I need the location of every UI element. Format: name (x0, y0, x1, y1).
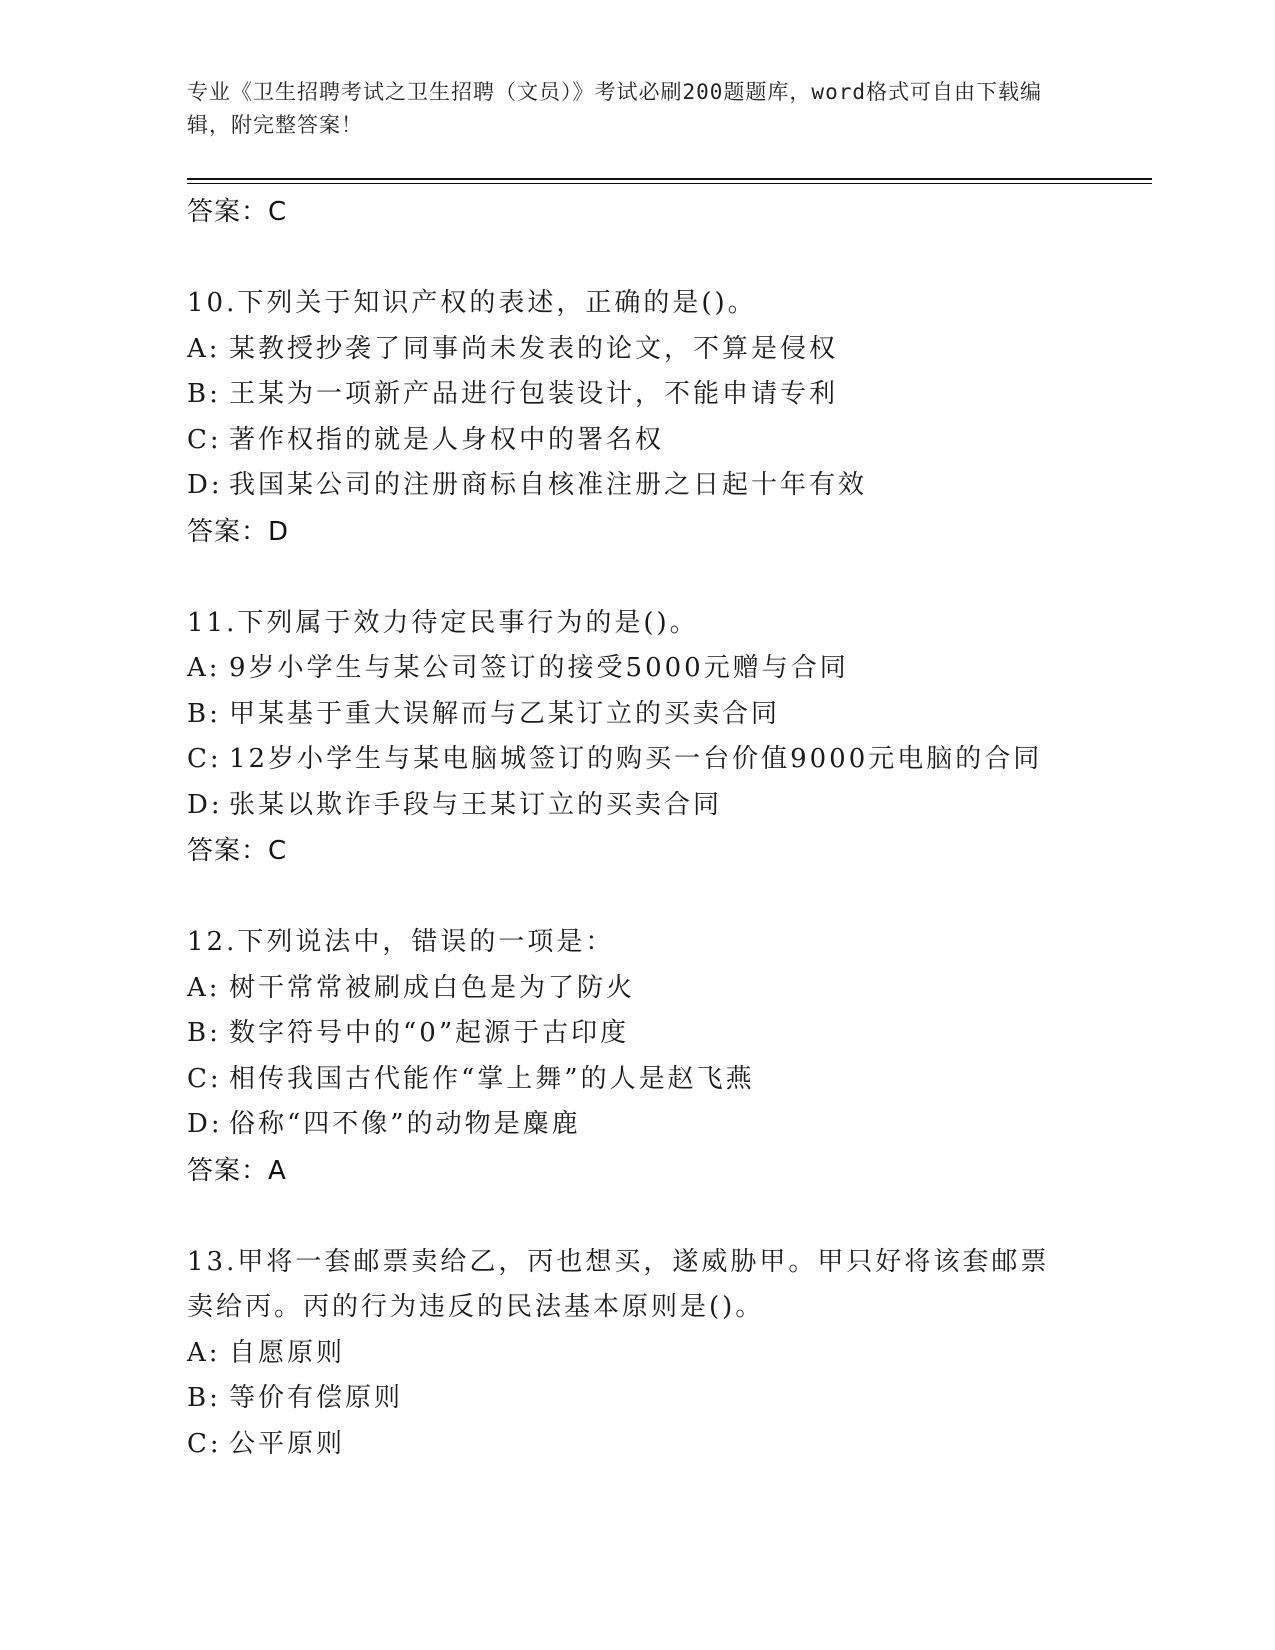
answer-line: 答案：D (187, 516, 290, 547)
option-text: 著作权指的就是人身权中的署名权 (229, 424, 665, 455)
option-text: 9岁小学生与某公司签订的接受5000元赠与合同 (229, 653, 849, 683)
option-key: D: (187, 789, 223, 820)
header-rule-thin (187, 183, 1152, 184)
option-key: C: (187, 424, 222, 455)
option-c (187, 1422, 1077, 1468)
option-text: 王某为一项新产品进行包装设计，不能申请专利 (229, 379, 839, 409)
option-a (187, 966, 1077, 1012)
option-d (187, 463, 1077, 509)
option-key: A: (187, 653, 221, 683)
option-d (187, 1102, 1077, 1148)
option-key: A: (187, 1337, 221, 1368)
option-text: 等价有偿原则 (229, 1383, 404, 1413)
question-12 (187, 920, 1077, 1194)
option-c (187, 737, 1077, 783)
option-b (187, 692, 1077, 738)
option-text: 某教授抄袭了同事尚未发表的论文，不算是侵权 (229, 333, 839, 364)
question-10 (187, 281, 1077, 555)
answer-line: 答案：C (187, 836, 288, 866)
option-key: B: (187, 1383, 221, 1413)
option-text: 相传我国古代能作“掌上舞”的人是赵飞燕 (229, 1063, 755, 1094)
question-stem: 10.下列关于知识产权的表述，正确的是()。 (187, 288, 757, 318)
option-text: 12岁小学生与某电脑城签订的购买一台价值9000元电脑的合同 (229, 744, 1043, 774)
option-key: D: (187, 1109, 223, 1139)
option-text: 自愿原则 (229, 1337, 346, 1368)
question-stem: 11.下列属于效力待定民事行为的是()。 (187, 607, 699, 638)
option-b (187, 1011, 1077, 1057)
option-b (187, 1376, 1077, 1422)
document-header: 专业《卫生招聘考试之卫生招聘（文员）》考试必刷200题题库，word格式可自由下载编辑，附完整答案！ (187, 80, 1042, 137)
option-key: B: (187, 1018, 221, 1048)
option-text: 数字符号中的“0”起源于古印度 (229, 1018, 630, 1048)
question-list (187, 189, 1077, 1467)
option-c (187, 418, 1077, 464)
option-text: 俗称“四不像”的动物是麋鹿 (229, 1109, 581, 1139)
option-text: 我国某公司的注册商标自核准注册之日起十年有效 (229, 470, 868, 500)
option-key: D: (187, 470, 223, 500)
option-key: C: (187, 1063, 222, 1094)
option-text: 张某以欺诈手段与王某订立的买卖合同 (229, 789, 723, 820)
option-text: 甲某基于重大误解而与乙某订立的买卖合同 (229, 698, 781, 729)
option-b (187, 372, 1077, 418)
answer-line: 答案：C (187, 197, 288, 227)
question-stem: 13.甲将一套邮票卖给乙，丙也想买，遂威胁甲。甲只好将该套邮票卖给丙。丙的行为违反的民法基本原则是()。 (187, 1246, 1050, 1322)
option-key: B: (187, 698, 221, 729)
option-text: 公平原则 (229, 1428, 346, 1459)
option-key: C: (187, 1428, 222, 1459)
option-key: A: (187, 333, 221, 364)
question-11 (187, 601, 1077, 875)
option-d (187, 783, 1077, 829)
option-a (187, 327, 1077, 373)
answer-line: 答案：A (187, 1155, 287, 1186)
option-c (187, 1057, 1077, 1103)
header-rule-thick (187, 178, 1152, 180)
option-key: C: (187, 744, 222, 774)
option-key: B: (187, 379, 221, 409)
option-key: A: (187, 972, 221, 1003)
question-stem: 12.下列说法中，错误的一项是： (187, 927, 615, 957)
question-13 (187, 1240, 1077, 1468)
option-text: 树干常常被刷成白色是为了防火 (229, 972, 636, 1003)
option-a (187, 646, 1077, 692)
option-a (187, 1331, 1077, 1377)
